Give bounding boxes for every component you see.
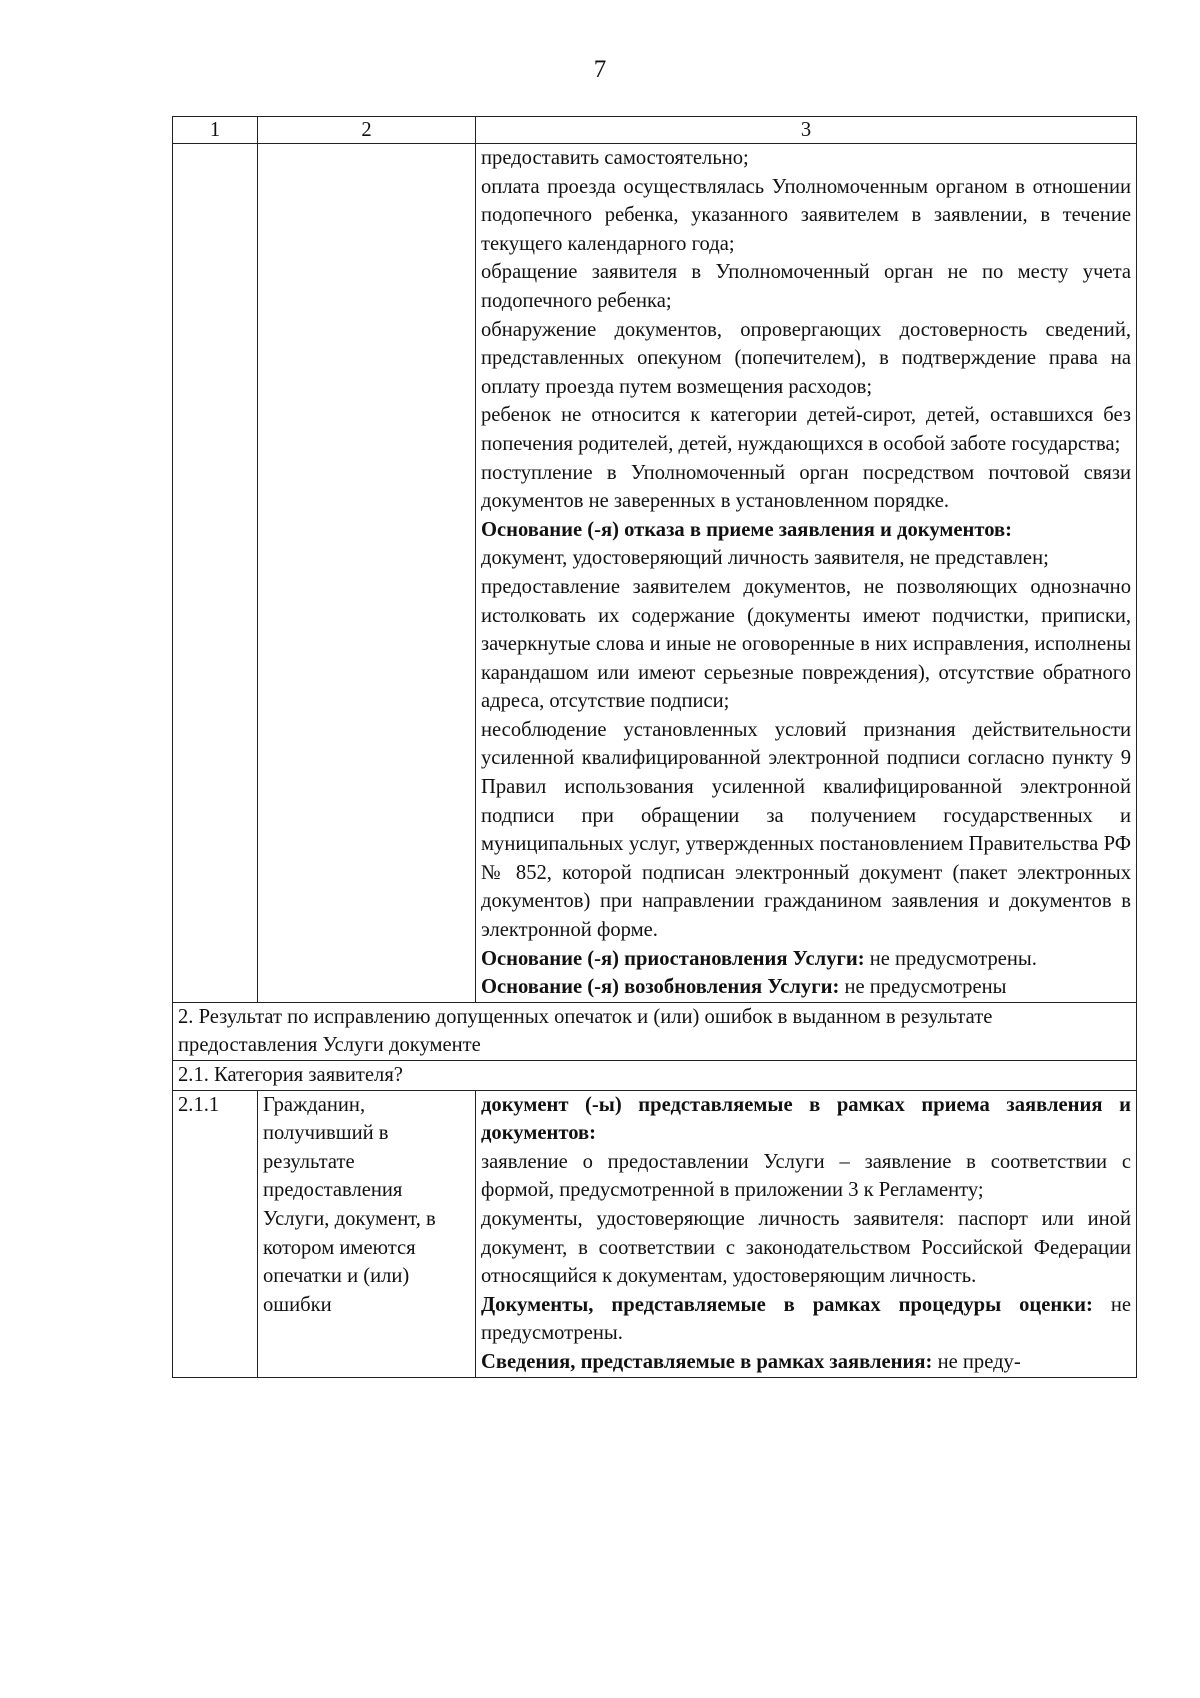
section-2-1-row [173, 1061, 1137, 1091]
assessment-label: Документы, представляемые в рамках процедуры оценки: [481, 1293, 1093, 1316]
table-row-grounds [173, 144, 1137, 1003]
paragraph: оплата проезда осуществлялась Уполномоченным органом в отношении подопечного ребенка, указанного заявителем в заявлении, в течение текущего календарного года; [481, 175, 1131, 255]
resumption-line [481, 973, 1131, 1002]
table-row-2-1-1 [173, 1090, 1137, 1377]
header-col-2: 2 [258, 117, 476, 144]
row-number: 2.1.1 [173, 1090, 258, 1377]
info-line [481, 1348, 1131, 1377]
header-col-1: 1 [173, 117, 258, 144]
refusal-item: документ, удостоверяющий личность заявителя, не представлен; [481, 547, 1049, 570]
assessment-line [481, 1291, 1131, 1348]
info-value: не преду- [932, 1350, 1021, 1373]
table-header-row [173, 117, 1137, 144]
paragraph: обращение заявителя в Уполномоченный орган не по месту учета подопечного ребенка; [481, 261, 1131, 312]
regulation-table [172, 116, 1137, 1378]
assessment-value: не предусмотрены. [481, 1293, 1131, 1345]
suspension-line [481, 945, 1131, 974]
paragraph: обнаружение документов, опровергающих достоверность сведений, представленных опекуном (попечителем), в подтверждение права на оплату проезда путем возмещения расходов; [481, 318, 1131, 398]
resumption-value: не предусмотрены [839, 976, 1007, 999]
empty-cell-col-2 [258, 144, 476, 1003]
page-number: 7 [593, 56, 607, 83]
paragraph: предоставить самостоятельно; [481, 147, 749, 169]
documents-heading: документ (-ы) представляемые в рамках приема заявления и документов: [481, 1093, 1131, 1145]
resumption-label: Основание (-я) возобновления Услуги: [481, 976, 840, 999]
documents-item: заявление о предоставлении Услуги – заявление в соответствии с формой, предусмотренной в приложении 3 к Регламенту; [481, 1150, 1131, 1202]
section-2-row [173, 1002, 1137, 1060]
refusal-item: несоблюдение установленных условий признания действительности усиленной квалифицированной электронной подписи согласно пункту 9 Правил использования усиленной квалифицированной электронной подписи при обращении за получением государственных и муниципальных услуг, утвержденных постановлением Правительства РФ № 852, которой подписан электронный документ (пакет электронных документов) при направлении гражданином заявления и документов в электронной форме. [481, 718, 1131, 942]
section-2-title: 2. Результат по исправлению допущенных опечаток и (или) ошибок в выданном в результате предоставления Услуги документе [173, 1002, 1137, 1060]
suspension-value: не предусмотрены. [864, 947, 1037, 970]
header-col-3: 3 [476, 117, 1137, 144]
documents-cell [476, 1090, 1137, 1377]
applicant-category: Гражданин, получивший в результате предоставления Услуги, документ, в котором имеются опечатки и (или) ошибки [258, 1090, 476, 1377]
paragraph: поступление в Уполномоченный орган посредством почтовой связи документов не заверенных в установленном порядке. [481, 461, 1131, 513]
documents-item: документы, удостоверяющие личность заявителя: паспорт или иной документ, в соответствии с законодательством Российской Федерации относящийся к документам, удостоверяющим личность. [481, 1207, 1131, 1288]
empty-cell-col-1 [173, 144, 258, 1003]
refusal-heading: Основание (-я) отказа в приеме заявления и документов: [481, 518, 1012, 541]
suspension-label: Основание (-я) приостановления Услуги: [481, 947, 865, 970]
info-label: Сведения, представляемые в рамках заявления: [481, 1350, 933, 1373]
grounds-cell [476, 144, 1137, 1003]
section-2-1-title: 2.1. Категория заявителя? [173, 1061, 1137, 1091]
refusal-item: предоставление заявителем документов, не позволяющих однозначно истолковать их содержание (документы имеют подчистки, приписки, зачеркнутые слова и иные не оговоренные в них исправления, исполнены карандашом или имеют серьезные повреждения), отсутствие обратного адреса, отсутствие подписи; [481, 575, 1131, 713]
paragraph: ребенок не относится к категории детей-сирот, детей, оставшихся без попечения родителей, детей, нуждающихся в особой заботе государства; [481, 404, 1131, 455]
